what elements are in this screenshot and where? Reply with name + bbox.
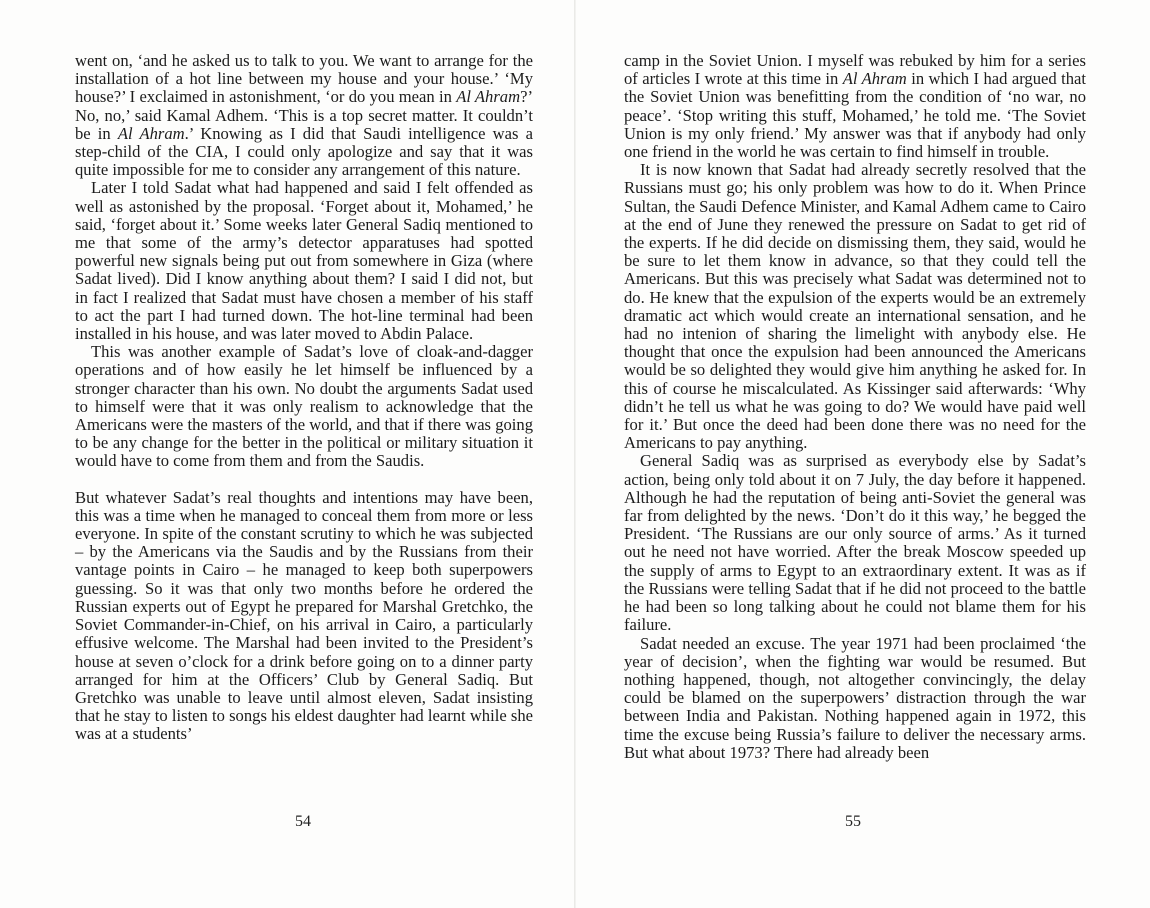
text-run: But whatever Sadat’s real thoughts and intentions may have been, this was a time when he managed to conceal them from more or less everyone. In spite of the constant scrutiny to which he was subjected – by the Americans via the Saudis and by the Russians from their vantage points in Cairo – he managed to keep both superpowers guessing. So it was that only two months before he ordered the Russian experts out of Egypt he prepared for Marshal Gretchko, the Soviet Commander-in-Chief, on his arrival in Cairo, a particularly effusive welcome. The Marshal had been invited to the President’s house at seven o’clock for a drink before going on to a dinner party arranged for him at the Officers’ Club by General Sadiq. But Gretchko was unable to leave until almost eleven, Sadat insisting that he stay to listen to songs his eldest daughter had learnt while she was at a students’ <box>75 487 533 744</box>
paragraph <box>624 161 1086 452</box>
book-gutter <box>574 0 576 908</box>
text-run: ?’ No, no,’ said Kamal Adhem. ‘This is a top secret matter. It couldn’t be in <box>75 87 533 143</box>
italic-text: Al Ahram <box>842 69 907 89</box>
page-number-left: 54 <box>295 813 311 830</box>
text-run: This was another example of Sadat’s love of cloak-and-dagger operations and of how easily he let himself be influenced by a stronger character than his own. No doubt the arguments Sadat used to himself were that it was only realism to acknowledge that the Americans were the masters of the world, and that if there was going to be any change for the better in the political or military situation it would have to come from them and from the Saudis. <box>75 342 533 471</box>
paragraph <box>624 452 1086 634</box>
text-run: went on, ‘and he asked us to talk to you. We want to arrange for the installation of a hot line between my house and your house.’ ‘My house?’ I exclaimed in astonishment, ‘or do you mean in <box>75 51 533 107</box>
paragraph <box>624 52 1086 161</box>
paragraph <box>624 635 1086 762</box>
text-run: in which I had argued that the Soviet Union was benefitting from the condition of ‘no war, no peace’. ‘Stop writing this stuff, Mohamed,’ he told me. ‘The Soviet Union is my only friend.’ My answer was that if anybody had only one friend in the world he was certain to find himself in trouble. <box>624 69 1086 162</box>
right-page-body <box>624 52 1086 762</box>
text-run: Later I told Sadat what had happened and said I felt offended as well as astonished by the proposal. ‘Forget about it, Mohamed,’ he said, ‘forget about it.’ Some weeks later General Sadiq mentioned to me that some of the army’s detector apparatuses had spotted powerful new signals being put out from somewhere in Giza (where Sadat lived). Did I know anything about them? I said I did not, but in fact I realized that Sadat must have chosen a member of his staff to act the part I had turned down. The hot-line terminal had been installed in his house, and was later moved to Abdin Palace. <box>75 178 533 344</box>
italic-text: Al Ahram <box>117 123 185 143</box>
page-number-right: 55 <box>845 813 861 830</box>
left-page-body <box>75 52 533 744</box>
text-run: Sadat needed an excuse. The year 1971 had been proclaimed ‘the year of decision’, when the fighting war would be resumed. But nothing happened, though, not altogether convincingly, the delay could be blamed on the superpowers’ distraction through the war between India and Pakistan. Nothing happened again in 1972, this time the excuse being Russia’s failure to deliver the necessary arms. But what about 1973? There had already been <box>624 633 1086 762</box>
text-run: .’ Knowing as I did that Saudi intelligence was a step-child of the CIA, I could only apologize and say that it was quite impossible for me to consider any arrangement of this nature. <box>75 123 533 180</box>
italic-text: Al Ahram <box>456 87 521 107</box>
paragraph <box>75 52 533 179</box>
text-run: camp in the Soviet Union. I myself was rebuked by him for a series of articles I wrote at this time in <box>624 51 1086 89</box>
text-run: General Sadiq was as surprised as everybody else by Sadat’s action, being only told about it on 7 July, the day before it happened. Although he had the reputation of being anti-Soviet the general was far from delighted by the news. ‘Don’t do it this way,’ he begged the President. ‘The Russians are our only source of arms.’ As it turned out he need not have worried. After the break Moscow speeded up the supply of arms to Egypt to an extraordinary extent. It was as if the Russians were telling Sadat that if he did not proceed to the battle he had been so long talking about he could not blame them for his failure. <box>624 451 1086 635</box>
paragraph <box>75 489 533 744</box>
text-run: It is now known that Sadat had already secretly resolved that the Russians must go; his only problem was how to do it. When Prince Sultan, the Saudi Defence Minister, and Kamal Adhem came to Cairo at the end of June they renewed the pressure on Sadat to get rid of the experts. If he did decide on dismissing them, they said, would he be sure to let them know in advance, so that they could tell the Americans. But this was precisely what Sadat was determined not to do. He knew that the expulsion of the experts would be an extremely dramatic act which would create an international sensation, and he had no intenion of sharing the limelight with anybody else. He thought that once the expulsion had been announced the Americans would be so delighted they would give him anything he asked for. In this of course he miscalculated. As Kissinger said afterwards: ‘Why didn’t he tell us what he was going to do? We would have paid well for it.’ But once the deed had been done there was no need for the Americans to pay anything. <box>624 160 1086 453</box>
paragraph <box>75 179 533 343</box>
paragraph <box>75 343 533 470</box>
